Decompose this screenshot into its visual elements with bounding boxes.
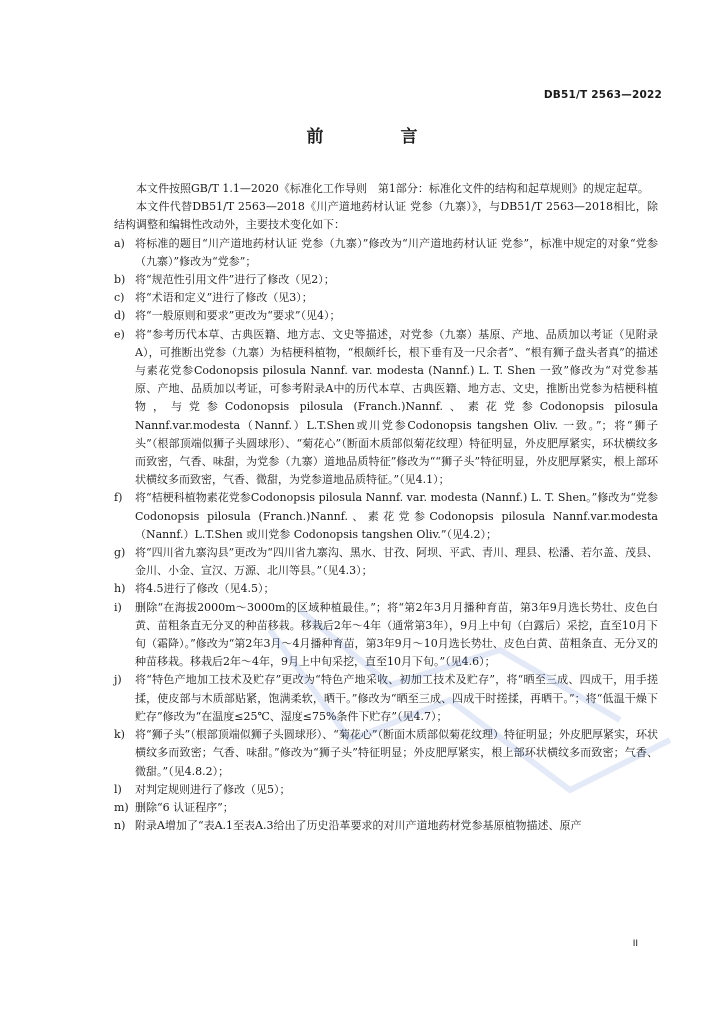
change-item-marker: n) <box>114 819 126 833</box>
change-item <box>114 271 658 289</box>
paragraph-replacement-note: 本文件代替DB51/T 2563—2018《川产道地药材认证 党参（九寨）》，与DB51/T 2563—2018相比，除结构调整和编辑性改动外，主要技术变化如下： <box>114 200 658 232</box>
change-item <box>114 235 658 271</box>
change-item-text: 将“规范性引用文件”进行了修改（见2）； <box>135 273 335 287</box>
change-item-marker: c) <box>114 291 125 305</box>
change-item <box>114 489 658 544</box>
change-item-marker: d) <box>114 309 126 323</box>
foreword-body <box>114 180 658 835</box>
page-number: II <box>632 939 638 949</box>
standard-code: DB51/T 2563—2022 <box>543 89 662 101</box>
change-item <box>114 726 658 781</box>
change-item <box>114 544 658 580</box>
change-item <box>114 580 658 598</box>
technical-changes-list <box>114 235 658 836</box>
change-item-marker: e) <box>114 327 125 341</box>
change-item-marker: h) <box>114 582 126 596</box>
change-item-marker: g) <box>114 546 126 560</box>
change-item <box>114 326 658 490</box>
change-item-text: 附录A增加了“表A.1至表A.3给出了历史沿革要求的对川产道地药材党参基原植物描述、原产 <box>135 819 582 833</box>
change-item-marker: i) <box>114 600 122 614</box>
page-title: 前 言 <box>306 127 448 147</box>
change-item-text: 删除“在海拔2000m～3000m的区域种植最佳。”；将“第2年3月月播种育苗，第3年9月选长势壮、皮色白黄、苗粗条直无分叉的种苗移栽。移栽后2年～4年（通常第3年），9月上中旬（白露后）采挖，直至10月下旬（霜降）。”修改为“第2年3月～4月播种育苗，第3年9月～10月选长势壮、皮色白黄、苗粗条直、无分叉的种苗移栽。移栽后2年～4年，9月上中旬采挖，直至10月下旬。”（见4.6）； <box>135 600 658 669</box>
change-item-marker: j) <box>114 673 122 687</box>
change-item-marker: k) <box>114 728 125 742</box>
change-item-text: 将“四川省九寨沟县”更改为“四川省九寨沟、黑水、甘孜、阿坝、平武、青川、理县、松潘、若尔盖、茂县、金川、小金、宣汉、万源、北川等县。”（见4.3）； <box>135 546 658 578</box>
change-item-text: 将4.5进行了修改（见4.5）； <box>135 582 275 596</box>
change-item-text: 将“一般原则和要求”更改为“要求”（见4）； <box>135 309 341 323</box>
change-item-text: 删除“6 认证程序”； <box>135 800 234 814</box>
change-item-marker: f) <box>114 491 123 505</box>
change-item <box>114 671 658 726</box>
change-item <box>114 781 658 799</box>
change-item-text: 将“术语和定义”进行了修改（见3）； <box>135 291 313 305</box>
change-item <box>114 599 658 672</box>
change-item-text: 将“狮子头”（根部顶端似狮子头圆球形）、“菊花心”（断面木质部似菊花纹理）特征明显；外皮肥厚紧实，环状横纹多而致密；气香、味甜。”修改为“狮子头”特征明显；外皮肥厚紧实，根上部环状横纹多而致密；气香、微甜。”（见4.8.2）； <box>135 728 658 778</box>
change-item <box>114 307 658 325</box>
change-item-marker: a) <box>114 236 125 250</box>
change-item-text: 对判定规则进行了修改（见5）； <box>135 782 291 796</box>
change-item <box>114 817 658 835</box>
change-item-text: 将“桔梗科植物素花党参Codonopsis pilosula Nannf. var. modesta (Nannf.) L. T. Shen。”修改为“党参Codonopsis pilosula (Franch.)Nannf.、素花党参Codonopsis pilosula Nannf.var.modesta（Nannf.）L.T.Shen 或川党参 Codonopsis tangshen Oliv.”（见4.2）； <box>135 491 658 541</box>
change-item <box>114 289 658 307</box>
change-item-marker: b) <box>114 273 126 287</box>
change-item-marker: m) <box>114 800 129 814</box>
change-item <box>114 799 658 817</box>
paragraph-drafting-rules: 本文件按照GB/T 1.1—2020《标准化工作导则 第1部分：标准化文件的结构和起草规则》的规定起草。 <box>136 182 649 195</box>
change-item-text: 将标准的题目“川产道地药材认证 党参（九寨）”修改为“川产道地药材认证 党参”，标准中规定的对象“党参（九寨）”修改为“党参”； <box>135 236 658 268</box>
change-item-text: 将“特色产地加工技术及贮存”更改为“特色产地采收、初加工技术及贮存”，将“晒至三成、四成干，用手搓揉，使皮部与木质部贴紧，饱满柔软，晒干。”修改为“晒至三成、四成干时搓揉，再晒干。”；将“低温干燥下贮存”修改为“在温度≤25℃、湿度≤75%条件下贮存”（见4.7）； <box>135 673 658 723</box>
change-item-text: 将“参考历代本草、古典医籍、地方志、文史等描述，对党参（九寨）基原、产地、品质加以考证（见附录A），可推断出党参（九寨）为桔梗科植物，“根颇纤长，根下垂有及一尺余者”、“根有狮子盘头者真”的描述与素花党参Codonopsis pilosula Nannf. var. modesta (Nannf.) L. T. Shen 一致”修改为“对党参基原、产地、品质加以考证，可参考附录A中的历代本草、古典医籍、地方志、文史，推断出党参为桔梗科植物，与党参Codonopsis pilosula (Franch.)Nannf.、素花党参Codonopsis pilosula Nannf.var.modesta（Nannf.）L.T.Shen或川党参Codonopsis tangshen Oliv. 一致。”；将“狮子头”（根部顶端似狮子头圆球形）、“菊花心”（断面木质部似菊花纹理）特征明显，外皮肥厚紧实，环状横纹多而致密，气香、味甜，为党参（九寨）道地品质特征”修改为““狮子头”特征明显，外皮肥厚紧实，根上部环状横纹多而致密，气香、微甜，为党参道地品质特征。”（见4.1）； <box>135 327 658 487</box>
change-item-marker: l) <box>114 782 122 796</box>
